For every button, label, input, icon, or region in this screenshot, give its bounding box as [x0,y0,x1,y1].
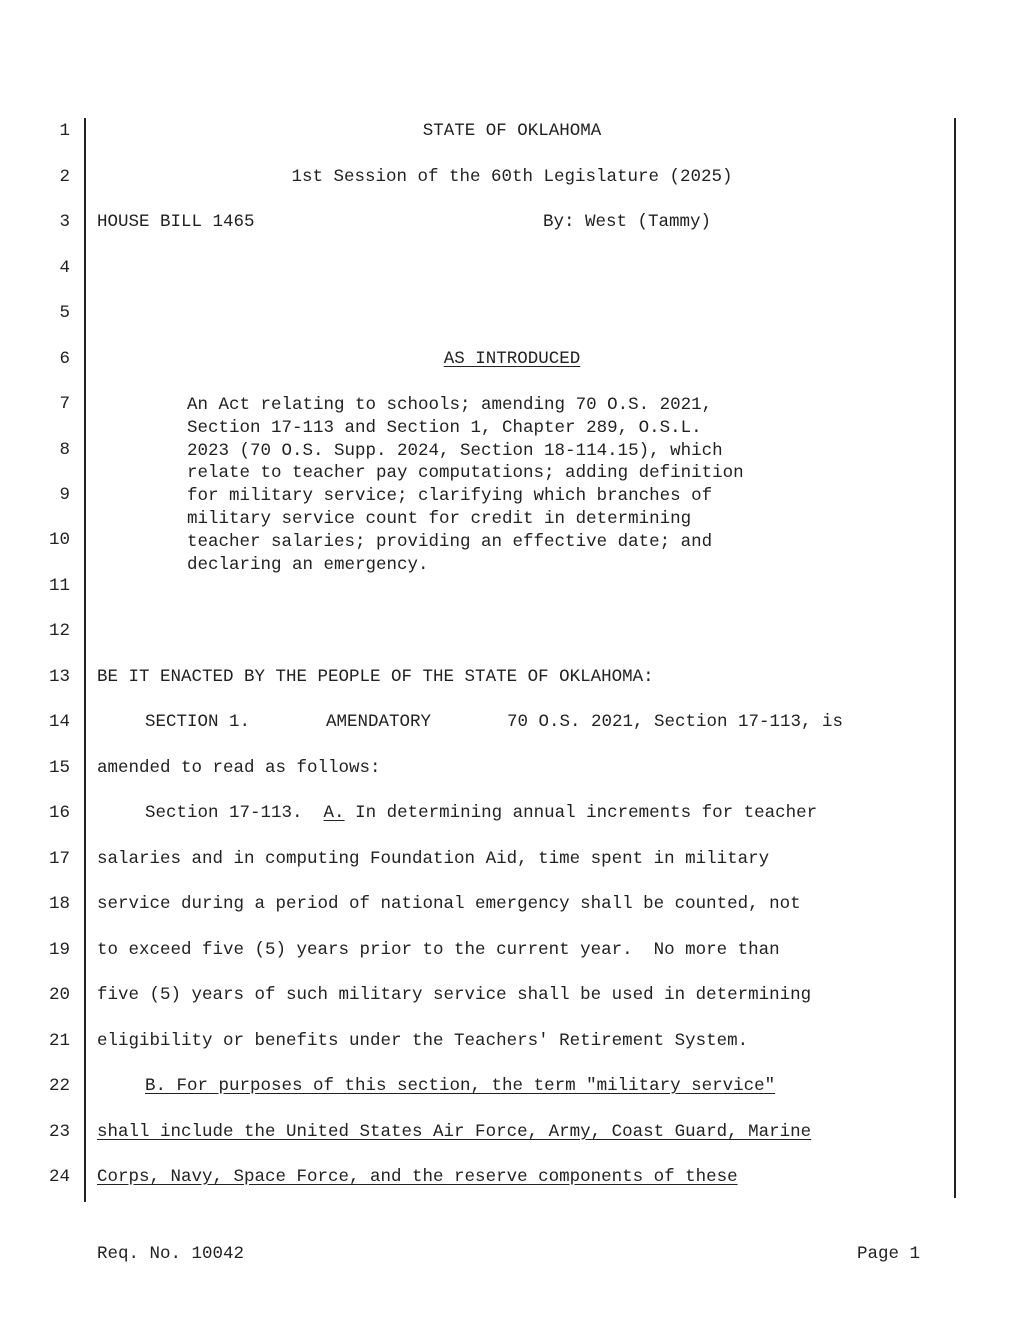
line-number: 18 [48,894,70,914]
status-heading [97,349,927,369]
body-line: amended to read as follows: [97,758,381,778]
bill-title [187,394,744,576]
line-number: 5 [59,303,70,323]
body-line: five (5) years of such military service shall be used in determining [97,985,812,1005]
line-number: 11 [48,576,70,596]
title-line: teacher salaries; providing an effective date; and [187,531,713,552]
line-number: 3 [59,212,70,232]
body-line [145,803,817,823]
title-line: An Act relating to schools; amending 70 O.S. 2021, [187,395,713,415]
line-number: 15 [48,758,70,778]
right-margin-rule [954,118,956,1198]
line-number: 8 [59,440,70,460]
line-number: 9 [59,485,70,505]
section-type: AMENDATORY [326,712,432,732]
section-number: Section 17-113. [145,803,303,823]
line-number: 12 [48,621,70,641]
new-language-line [97,1167,738,1187]
line-number: 17 [48,849,70,869]
underlined-text: B. For purposes of this section, the term "military service" [145,1076,776,1096]
section-citation: 70 O.S. 2021, Section 17-113, is [507,712,844,732]
line-number: 7 [59,394,70,414]
title-line: military service count for credit in determining [187,508,692,529]
bill-author: By: West (Tammy) [543,212,712,232]
new-language-line [145,1076,775,1096]
line-number: 13 [48,667,70,687]
page-number: Page 1 [857,1244,921,1264]
section-label: SECTION 1. [145,712,251,732]
body-line: eligibility or benefits under the Teachers' Retirement System. [97,1031,749,1051]
line-number: 22 [48,1076,70,1096]
body-line: service during a period of national emergency shall be counted, not [97,894,801,914]
title-line: declaring an emergency. [187,554,429,575]
line-number: 14 [48,712,70,732]
line-number: 21 [48,1031,70,1051]
title-line: 2023 (70 O.S. Supp. 2024, Section 18-114.15), which [187,440,723,461]
line-number: 6 [59,349,70,369]
new-language-line [97,1122,811,1142]
line-number: 24 [48,1167,70,1187]
title-line: for military service; clarifying which branches of [187,486,713,507]
body-line: salaries and in computing Foundation Aid, time spent in military [97,849,770,869]
title-line: relate to teacher pay computations; adding definition [187,463,744,484]
session-heading: 1st Session of the 60th Legislature (2025) [291,167,733,187]
line-number: 2 [59,167,70,187]
status-label: AS INTRODUCED [443,349,581,369]
title-line: Section 17-113 and Section 1, Chapter 289, O.S.L. [187,417,702,438]
request-number: Req. No. 10042 [97,1244,245,1264]
body-line: to exceed five (5) years prior to the current year. No more than [97,940,780,960]
enacting-clause: BE IT ENACTED BY THE PEOPLE OF THE STATE OF OKLAHOMA: [97,667,654,687]
left-margin-rule [84,118,86,1202]
bill-number: HOUSE BILL 1465 [97,212,255,232]
line-number: 19 [48,940,70,960]
line-number: 4 [59,258,70,278]
underlined-text: shall include the United States Air Force, Army, Coast Guard, Marine [97,1122,812,1142]
line-number: 16 [48,803,70,823]
line-number: 20 [48,985,70,1005]
state-heading: STATE OF OKLAHOMA [422,121,602,141]
line-number: 1 [59,121,70,141]
underlined-text: Corps, Navy, Space Force, and the reserve components of these [97,1167,738,1187]
line-number: 10 [48,530,70,550]
subsection-a-marker: A. [323,803,345,823]
body-text: In determining annual increments for teacher [355,803,818,823]
line-number: 23 [48,1122,70,1142]
